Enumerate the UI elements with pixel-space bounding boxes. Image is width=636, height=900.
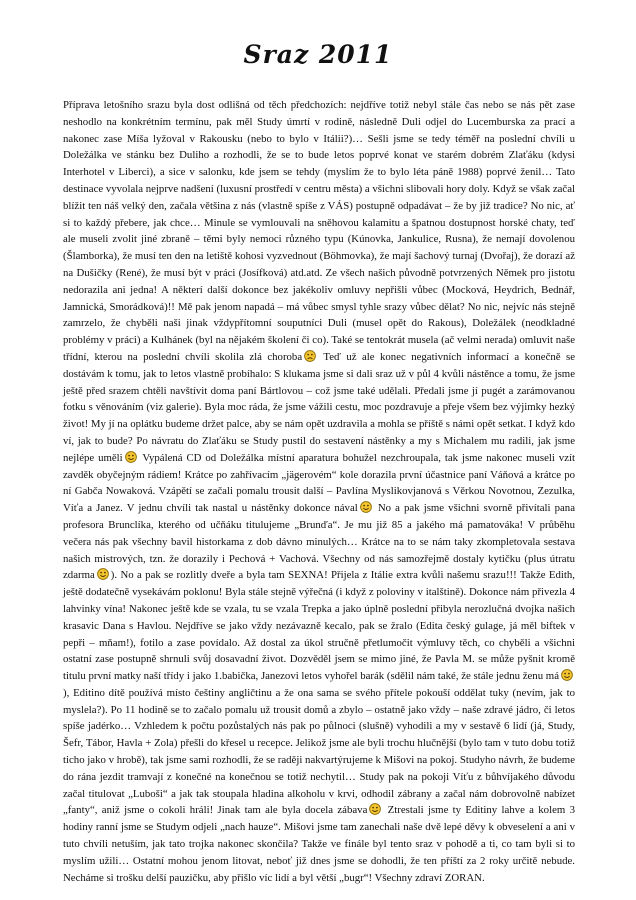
text-segment-6: ), Editino dítě používá místo češtiny angličtinu a že ona sama se svého přítele pokouší oddělat tuky (nevím, jak to myslela?). Po 11 hodině se to začalo pomalu už trousit domů a zbylo – ostatně jako vždy – naše zdravé jádro, či letos spíše jadérko… Vzhledem k počtu pozůstalých nás pak po půlnoci (slušně) vyhodili a my v sestavě 6 lidí (já, Study, Šefr, Tábor, Havla + Zola) přešli do křesel u recepce. Jelikož jsme ale byli trochu hlučnější (bylo tam v tuto dobu totiž ticho jako v hrobě), tak jsme sami rozhodli, že se raději nakvartýrujeme k Mišovi na pokoj. Studyho návrh, že budeme do rána jezdit tramvají z konečné na konečnou se totiž nechytil… Study pak na pokoji Víťu z bůhvíjakého důvodu začal titulovat „Luboši“ a jak tak stoupala hladina alkoholu v krvi, odhodil zábrany a začal nám dobrovolně nabízet „fanty“, aniž jsme o cokoli hráli! Jinak tam ale byla docela zábava — [63, 686, 575, 817]
document-title: Sraz 2011 — [243, 40, 393, 69]
document-body — [63, 97, 575, 886]
smiley-face-icon — [360, 501, 372, 513]
text-segment-3: Vypálená CD od Doležálka místní aparatura bohužel nezchroupala, tak jsme nakonec museli vzít zavděk obyčejným rádiem! Krátce po zahřívacím „jägerovém“ kole dorazila první účastnice paní Váňová a krátce po ní Gabča Nowaková. Vzápětí se začali pomalu trousit další – Pavlína Myslikovjanová s Věrkou Novotnou, Zezulka, Víťa a Janez. V jednu chvíli tak nastal u nástěnky dokonce nával — [63, 451, 575, 515]
text-segment-7: Ztrestali jsme ty Editiny lahve a kolem 3 hodiny ranní jsme se Studym odjeli „nach hauze“. Mišovi jsme tam zanechali naše dvě lepé děvy k obveselení a ani v tuto chvíli netuším, jak tato trojka nakonec skončila? Takže ve finále byl tento sraz v pohodě a ti, co tam byli si to myslím užili… Ostatní mohou jenom litovat, neboť již dnes jsme se dohodli, že ten příští za 2 roky určitě nebude. Necháme si trošku delší pauzičku, aby přišlo víc lidí a byl větší „bugr“! Všechny zdraví ZORAN. — [63, 804, 575, 884]
smiley-face-icon — [369, 803, 381, 815]
smiley-face-icon — [125, 451, 137, 463]
text-segment-1: Příprava letošního srazu byla dost odlišná od těch předchozích: nejdříve totiž nebyl stále čas nebo se nás pět zase neshodlo na konkrétním termínu, pak měl Study úmrtí v rodině, následně Duli odjel do Lucemburska za prací a nakonec zase Míša lyžoval v Rakousku (nebo to bylo v Itálii?)… Sešli jsme se tedy téměř na poslední chvíli u Doležálka ve stánku bez Duliho a rozhodli, že se to bude letos poprvé konat ve starém dobrém Zlaťáku (kdysi Interhotel v Liberci), a sice v salonku, kde jsem se tehdy (myslím že to bylo léta páně 1988) poprvé ženil… Tato destinace vyvolala nejprve nadšení (luxusní prostředí v centru města) a všichni slibovali hory doly. Když se však začal blížit ten náš velký den, začala většina z nás (vlastně spíše z VÁS) postupně odpadávat – že by již tradice? No nic, ať si to každý přebere, jak chce… Minule se vymlouvali na sněhovou kalamitu a špatnou dostupnost horské chaty, teď ale museli zvolit jiné zbraně – těmi byly nemoci různého typu (Kúnovka, Jankulice, Rusna), že nemají dovolenou (Šlamborka), že musí ten den na letiště kohosi vyzvednout (Böhmovka), že mají šachový turnaj (Dvořaj), že dorazí až na Dušičky (René), že musí být v práci (Josífková) atd.atd. Ze všech našich původně potvrzených Němek pro jistotu nedorazila ani jedna! A některí další dokonce bez jakékoliv omluvy nepřišli vůbec (Mocková, Heydrich, Bednář, Jamnická, Smorádková)!! Mě pak jenom napadá – má vůbec smysl tyhle srazy vůbec dělat? No nic, nejvíc nás stejně zamrzelo, že chyběli naši jinak vždypřítomní souputníci Duli (musel opět do Rakous), Doležálek (neodkladné problémy v práci) a Kulhánek (byl na nějakém školení či co). Také se tentokrát musela (ač velmi nerada) omluvit naše třídní, kterou na poslední chvíli skolila zlá choroba — [63, 99, 576, 363]
smiley-face-icon — [97, 568, 109, 580]
text-segment-4: No a pak jsme všichni svorně přivítali pana profesora Brunclíka, kterého od učňáku titulujeme „Brunďa“. Je mu již 85 a jakého má pamatováka! V průběhu večera nás pak všechny bavil historkama z dob dávno minulých… Krátce na to se nám taky zkompletovala sestava našich mistrových, tzn. že dorazily i Pechová + Vachová. Všechny od nás samozřejmě dostaly kytičku (plus útratu zdarma — [63, 502, 575, 582]
sad-face-icon — [304, 350, 316, 362]
smiley-face-icon — [561, 669, 573, 681]
text-segment-5: ). No a pak se rozlitly dveře a byla tam SEXNA! Přijela z Itálie extra kvůli našemu srazu!!! Takže Edith, ještě dodatečně vysekávám poklonu! Byla stále stejně výřečná (i když z poloviny v italštině). Dokonce nám přivezla 4 lahvinky vína! Nakonec ještě kde se vzala, tu se vzala Trepka a jako úplně poslední přibyla nerozlučná dvojka našich krasavic Dana s Havlou. Nejdříve se jako vždy nezávazně kecalo, pak se žralo (Edita český gulage, já měl biftek v pepři – mňam!), fotilo a zase povídalo. Až dostal za úkol stručně přetlumočit výmluvy těch, co chyběli a všichni ostatní zase postupně shrnuli svůj dosavadní život. Dozvěděl jsem se mimo jiné, že Pavla M. se může pyšnit kromě titulu první matky naší třídy i jako 1.babička, Janezovi letos vyhořel barák (sdělil nám také, že stále jednu ženu má — [63, 569, 575, 683]
text-segment-2: Teď už ale konec negativních informací a konečně se dostávám k tomu, jak to letos vlastně probíhalo: S klukama jsme si dali sraz už v půl 4 kvůli nástěnce a tomu, že jsme ještě před srazem chtěli navštívit doma paní Bártlovou – což jsme také udělali. Předali jsme jí pugét a zarámovanou fotku s věnováním (viz galerie). Byla moc ráda, že jsme vážili cestu, moc pozdravuje a přeje všem bez výjimky hezký život! My jí na oplátku budeme držet palce, aby se nám opět uzdravila a mohla se příště s námi opět setkat. I když kdo ví, jak to bude? Po návratu do Zlaťáku se Study pustil do sestavení nástěnky a my s Michalem mu radili, jak jsme nejlépe uměli — [63, 350, 575, 464]
